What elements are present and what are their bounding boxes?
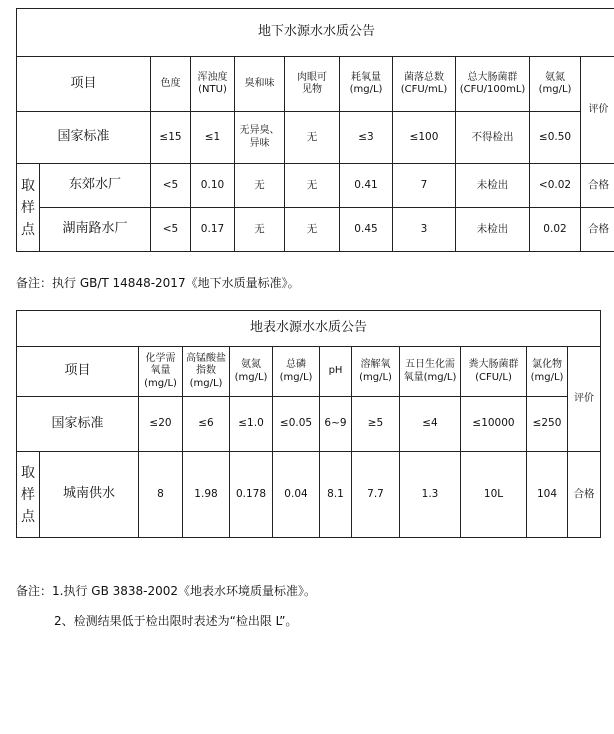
table-title: 地表水源水水质公告 [17, 311, 601, 347]
standard-value: ≤100 [393, 112, 456, 164]
col-header: 化学需 氧量 (mg/L) [139, 347, 183, 397]
sample-value: 10L [461, 452, 527, 538]
sample-value: <0.02 [530, 164, 581, 208]
sample-value: 0.41 [340, 164, 393, 208]
sample-point-label: 取 样 点 [17, 164, 40, 252]
table-title: 地下水源水水质公告 [17, 9, 614, 57]
sample-value: 7 [393, 164, 456, 208]
sample-value: 0.45 [340, 208, 393, 252]
sample-name: 城南供水 [40, 452, 139, 538]
col-header: 肉眼可 见物 [285, 57, 340, 112]
standard-value: ≤10000 [461, 397, 527, 452]
col-header: 粪大肠菌群 (CFU/L) [461, 347, 527, 397]
sample-value: 8 [139, 452, 183, 538]
standard-value: ≤0.50 [530, 112, 581, 164]
standard-label: 国家标准 [17, 397, 139, 452]
standard-value: 不得检出 [456, 112, 530, 164]
standard-value: ≤1.0 [230, 397, 273, 452]
groundwater-note: 备注：执行 GB/T 14848-2017《地下水质量标准》。 [16, 276, 300, 290]
standard-value: ≤6 [183, 397, 230, 452]
col-header: 溶解氧 (mg/L) [352, 347, 400, 397]
col-header: 总大肠菌群 (CFU/100mL) [456, 57, 530, 112]
sample-value: 0.178 [230, 452, 273, 538]
groundwater-quality-table [16, 8, 614, 252]
col-header: 耗氧量 (mg/L) [340, 57, 393, 112]
col-header: 浑浊度 (NTU) [191, 57, 235, 112]
standard-value: ≤20 [139, 397, 183, 452]
sample-value: 1.3 [400, 452, 461, 538]
standard-value: ≥5 [352, 397, 400, 452]
sample-value: <5 [151, 164, 191, 208]
col-header: 五日生化需 氧量(mg/L) [400, 347, 461, 397]
item-header: 项目 [17, 57, 151, 112]
standard-value: ≤1 [191, 112, 235, 164]
sample-value: 3 [393, 208, 456, 252]
sample-value: 0.10 [191, 164, 235, 208]
col-header: 总磷 (mg/L) [273, 347, 320, 397]
sample-value: 0.17 [191, 208, 235, 252]
standard-value: 无异臭、 异味 [235, 112, 285, 164]
sample-value: <5 [151, 208, 191, 252]
sample-value: 0.04 [273, 452, 320, 538]
col-header: 氨氮 (mg/L) [230, 347, 273, 397]
sample-name: 东郊水厂 [40, 164, 151, 208]
eval-header: 评价 [568, 347, 601, 452]
col-header: 高锰酸盐 指数 (mg/L) [183, 347, 230, 397]
sample-value: 未检出 [456, 208, 530, 252]
sample-value: 无 [235, 208, 285, 252]
standard-label: 国家标准 [17, 112, 151, 164]
standard-value: 无 [285, 112, 340, 164]
surface-water-quality-table [16, 310, 601, 538]
sample-value: 无 [235, 164, 285, 208]
col-header: 菌落总数 (CFU/mL) [393, 57, 456, 112]
eval-header: 评价 [581, 57, 614, 164]
standard-value: ≤0.05 [273, 397, 320, 452]
col-header: 氯化物 (mg/L) [527, 347, 568, 397]
sample-name: 湖南路水厂 [40, 208, 151, 252]
sample-point-label: 取 样 点 [17, 452, 40, 538]
col-header: 臭和味 [235, 57, 285, 112]
item-header: 项目 [17, 347, 139, 397]
col-header: pH [320, 347, 352, 397]
standard-value: ≤4 [400, 397, 461, 452]
col-header: 色度 [151, 57, 191, 112]
standard-value: ≤250 [527, 397, 568, 452]
sample-value: 1.98 [183, 452, 230, 538]
sample-value: 未检出 [456, 164, 530, 208]
sample-value: 无 [285, 208, 340, 252]
surface-note-2: 2、检测结果低于检出限时表述为“检出限 L”。 [54, 614, 298, 628]
sample-value: 104 [527, 452, 568, 538]
eval-value: 合格 [581, 208, 614, 252]
standard-value: ≤3 [340, 112, 393, 164]
eval-value: 合格 [581, 164, 614, 208]
sample-value: 8.1 [320, 452, 352, 538]
standard-value: ≤15 [151, 112, 191, 164]
sample-value: 无 [285, 164, 340, 208]
sample-value: 7.7 [352, 452, 400, 538]
sample-value: 0.02 [530, 208, 581, 252]
surface-note-1: 备注：1.执行 GB 3838-2002《地表水环境质量标准》。 [16, 584, 317, 598]
eval-value: 合格 [568, 452, 601, 538]
col-header: 氨氮 (mg/L) [530, 57, 581, 112]
standard-value: 6~9 [320, 397, 352, 452]
